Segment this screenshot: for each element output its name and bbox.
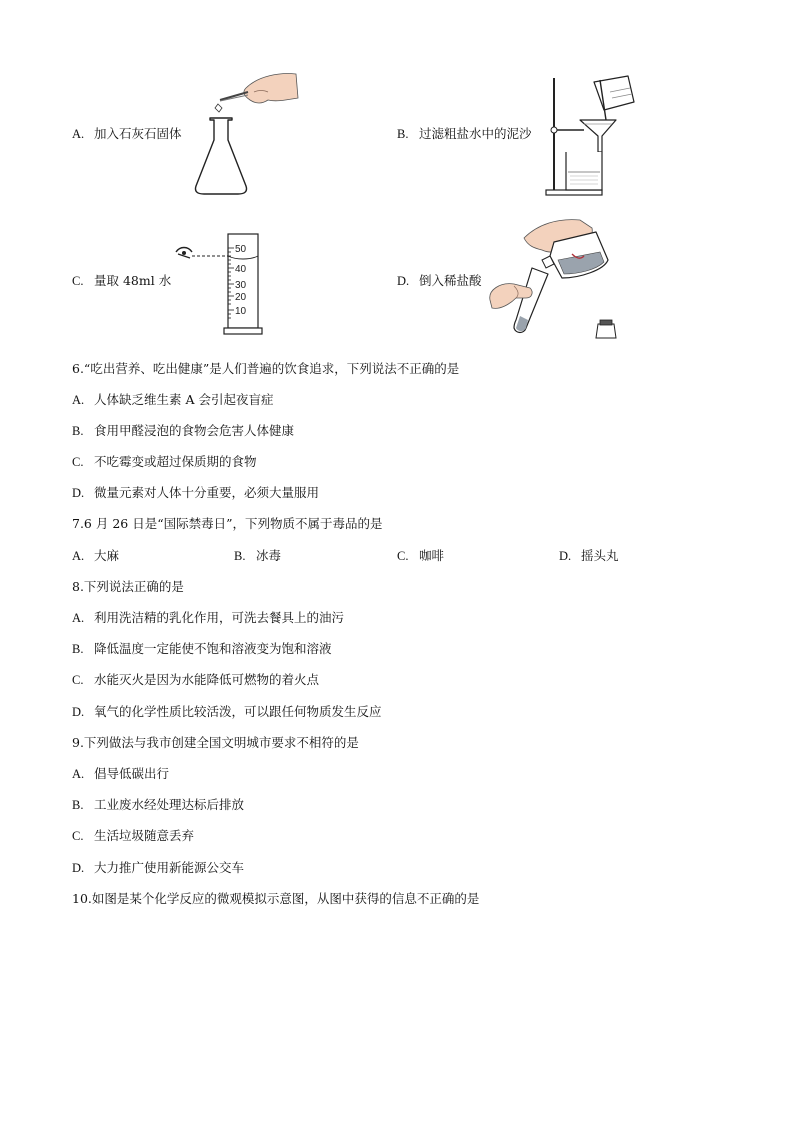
q7-option-d-letter: D. xyxy=(559,549,572,563)
q8-option-c-text: 水能灭火是因为水能降低可燃物的着火点 xyxy=(94,672,320,687)
q5-option-b[interactable] xyxy=(397,126,532,142)
q8-option-a[interactable] xyxy=(72,610,344,626)
q7-option-c-letter: C. xyxy=(397,549,409,563)
q7-option-c-text: 咖啡 xyxy=(419,548,445,563)
q7-option-b[interactable] xyxy=(234,548,281,564)
q8-option-d[interactable] xyxy=(72,704,382,720)
q8-option-b[interactable] xyxy=(72,641,332,657)
q9-stem: 9.下列做法与我市创建全国文明城市要求不相符的是 xyxy=(72,735,359,750)
q7-option-a[interactable] xyxy=(72,548,119,564)
q8-option-d-text: 氧气的化学性质比较活泼，可以跟任何物质发生反应 xyxy=(94,704,382,719)
q9-option-d-text: 大力推广使用新能源公交车 xyxy=(94,860,245,875)
q9-option-a-letter: A. xyxy=(72,767,85,781)
q9-option-b-text: 工业废水经处理达标后排放 xyxy=(94,797,245,812)
q6-option-d[interactable] xyxy=(72,485,319,501)
q5-option-c-text: 量取 48ml 水 xyxy=(94,273,172,288)
q5-option-a-letter: A. xyxy=(72,127,85,141)
q9-option-c[interactable] xyxy=(72,828,194,844)
q8-option-b-letter: B. xyxy=(72,642,84,656)
q7-option-b-letter: B. xyxy=(234,549,246,563)
q7-option-d-text: 摇头丸 xyxy=(581,548,619,563)
q9-option-c-letter: C. xyxy=(72,829,84,843)
q8-option-c-letter: C. xyxy=(72,673,84,687)
q5-option-b-text: 过滤粗盐水中的泥沙 xyxy=(419,126,532,141)
q6-option-a-text: 人体缺乏维生素 A 会引起夜盲症 xyxy=(94,392,274,407)
q6-option-a[interactable] xyxy=(72,392,273,408)
q6-option-a-letter: A. xyxy=(72,393,85,407)
cylinder-tick-30: 30 xyxy=(235,280,247,291)
q5-option-a-text: 加入石灰石固体 xyxy=(94,126,182,141)
q6-option-b[interactable] xyxy=(72,423,294,439)
q7-stem: 7.6 月 26 日是“国际禁毒日”，下列物质不属于毒品的是 xyxy=(72,516,383,531)
q6-option-c-letter: C. xyxy=(72,455,84,469)
cylinder-tick-40: 40 xyxy=(235,264,247,275)
q9-option-a[interactable] xyxy=(72,766,169,782)
cylinder-tick-10: 10 xyxy=(235,306,247,317)
q6-option-c[interactable] xyxy=(72,454,257,470)
figure-add-solid-to-flask xyxy=(188,70,303,198)
q5-option-d-letter: D. xyxy=(397,274,410,288)
q5-option-b-letter: B. xyxy=(397,127,409,141)
q5-option-c[interactable] xyxy=(72,273,171,289)
q8-option-d-letter: D. xyxy=(72,705,85,719)
q6-stem: 6.“吃出营养、吃出健康”是人们普遍的饮食追求，下列说法不正确的是 xyxy=(72,361,460,376)
q9-option-c-text: 生活垃圾随意丢弃 xyxy=(94,828,195,843)
q6-option-c-text: 不吃霉变或超过保质期的食物 xyxy=(94,454,257,469)
q7-option-a-text: 大麻 xyxy=(94,548,120,563)
q9-option-b[interactable] xyxy=(72,797,244,813)
figure-graduated-cylinder xyxy=(172,228,272,340)
q8-option-a-text: 利用洗洁精的乳化作用，可洗去餐具上的油污 xyxy=(94,610,345,625)
q8-stem: 8.下列说法正确的是 xyxy=(72,579,184,594)
q6-option-b-text: 食用甲醛浸泡的食物会危害人体健康 xyxy=(94,423,295,438)
q8-option-a-letter: A. xyxy=(72,611,85,625)
q10-stem: 10.如图是某个化学反应的微观模拟示意图，从图中获得的信息不正确的是 xyxy=(72,891,480,906)
q5-option-a[interactable] xyxy=(72,126,182,142)
q6-option-d-text: 微量元素对人体十分重要，必须大量服用 xyxy=(94,485,320,500)
cylinder-tick-50: 50 xyxy=(235,244,247,255)
q6-option-d-letter: D. xyxy=(72,486,85,500)
q7-option-b-text: 冰毒 xyxy=(256,548,282,563)
figure-filtration xyxy=(540,72,640,200)
q5-option-d[interactable] xyxy=(397,273,482,289)
q9-option-d-letter: D. xyxy=(72,861,85,875)
q6-option-b-letter: B. xyxy=(72,424,84,438)
cylinder-tick-20: 20 xyxy=(235,292,247,303)
q9-option-d[interactable] xyxy=(72,860,244,876)
q5-option-d-text: 倒入稀盐酸 xyxy=(419,273,482,288)
q7-option-a-letter: A. xyxy=(72,549,85,563)
q8-option-c[interactable] xyxy=(72,672,319,688)
q5-option-c-letter: C. xyxy=(72,274,84,288)
q8-option-b-text: 降低温度一定能使不饱和溶液变为饱和溶液 xyxy=(94,641,332,656)
q7-option-c[interactable] xyxy=(397,548,444,564)
figure-pour-dilute-acid xyxy=(484,216,624,344)
q7-option-d[interactable] xyxy=(559,548,619,564)
q9-option-a-text: 倡导低碳出行 xyxy=(94,766,170,781)
q9-option-b-letter: B. xyxy=(72,798,84,812)
